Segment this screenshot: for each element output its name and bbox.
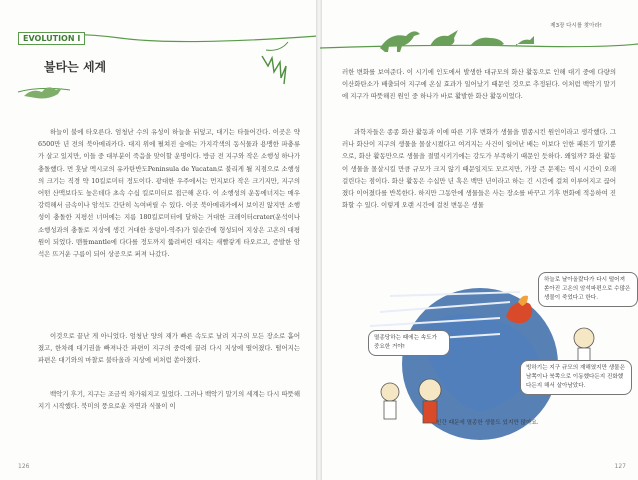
speech-bubble: 멸종당하는 때에는 속도가 중요한 거야!	[368, 330, 450, 356]
speech-bubble: 하늘로 날아올랐다가 다시 떨어져 쏟아진 고온의 암석파편으로 수많은 생물이 죽었다고 한다.	[538, 272, 638, 307]
chapter-header: 제3장 다시를 찾아라!	[550, 23, 602, 29]
page-number: 126	[18, 463, 30, 470]
paragraph: 과학자들은 종종 화산 활동과 이에 따른 기후 변화가 생물을 멸종시킨 원인이라고 생각했다. 그러나 화산이 지구의 생물을 몰살시켰다고 여겨지는 사건이 일어난 배는 이보다 인한 패튼기 말기뿐으로, 화산 활동만으로 생물을 절멸시키기에는 강도가 부족하기 때문인 듯하다. 왜일까? 화산 활동이 생물을 몰살시킬 만큼 규모가 크지 않기 때문일지도 모르지만, 가장 큰 문제는 역시 시간이 오래 걸린다는 점이다. 화산 활동은 수십만 년 혹은 백만 년이라고 하는 긴 시간에 걸쳐 이루어지고 끊어졌다 이어졌다를 반복한다. 하지만 그동안에 생물들은 사는 장소를 바꾸고 기후 변화에 적응하여 진화할 수 있다. 이렇게 오랜 시간에 걸친 변동은 생물	[342, 128, 616, 210]
character-icon	[574, 328, 594, 348]
plant-icon	[262, 56, 286, 84]
character-icon	[381, 383, 399, 401]
paragraph: 이것으로 끝난 게 아니었다. 엄청난 양의 재가 빠른 속도로 날려 지구의 모든 장소로 흩어졌고, 한차례 대기권을 빠져나간 파편이 지구의 중력에 끌려 다시 지상에 떨어졌다. 떨어지는 파편은 대기와의 마찰로 불타올라 지상에 비처럼 쏟아졌다.	[38, 332, 300, 365]
paragraph: 러한 변화를 보여준다. 이 시기에 인도에서 발생한 대규모의 화산 활동으로 인해 대기 중에 다량의 이산화탄소가 배출되어 지구에 온실 효과가 일어났기 때문인 것으로 추정된다. 이처럼 백악기 말기에 지구가 따뜻해진 원인 중 하나가 바로 활발한 화산 활동이었다.	[342, 68, 616, 101]
left-page	[0, 0, 318, 480]
paragraph: 백악기 후기, 지구는 조금씩 차가워지고 있었다. 그러나 백악기 말기의 세계는 다시 따뜻해지기 시작했다. 북미의 풍요로운 자연과 식물이 이	[38, 390, 300, 411]
paragraph: 하늘이 불에 타오른다. 엄청난 수의 유성이 하늘을 뒤덮고, 대기는 타들어간다. 이곳은 약 6500만 년 전의 북아메리카다. 대지 위에 펼쳐진 숲에는 가지각색의 동식물과 용맹한 파충류가 살고 있지만, 이들 중 대부분이 죽음을 맞이할 운명이다. 방금 전 지구와 작은 소행성 하나가 충돌했다. 먼 훗날 멕시코의 유카탄반도Peninsula de Yucatan로 불리게 될 지점으로 소행성의 크기는 직경 약 10킬로미터 정도이다. 광대한 우주에서는 먼지보다 작은 크기지만, 지구의 어떤 산맥보다도 높은데다 초속 수십 킬로미터로 접근해 온다. 이 소행성의 운동에너지는 매우 강력해서 금속이나 암석도 간단히 녹여버릴 수 있다. 이곳 북아메리카에서 보이진 않지만 소행성이 충돌한 지평선 너머에는 지름 180킬로미터에 달하는 거대한 크레이터crater(운석이나 소행성과의 충돌로 지상에 생긴 거대한 웅덩이-역주)가 일순간에 형성되어 지상은 고온의 대평원이 되었다. 맨틀mantle에 다다를 정도까지 뚫려버린 대지는 새빨갛게 타오르고, 증발한 암석은 뜨거운 구름이 되어 상공으로 퍼져 나갔다.	[38, 128, 300, 259]
character-icon	[419, 379, 441, 401]
caption-text: 인간 때문에 멸종한 생물도 있지만 많아요.	[436, 420, 539, 426]
dinosaur-silhouettes-icon	[380, 30, 534, 52]
page-title: 불타는 세계	[44, 60, 107, 74]
page-number: 127	[614, 463, 626, 470]
section-label: EVOLUTION I	[18, 32, 85, 45]
right-page	[320, 0, 638, 480]
speech-bubble: 빙하기는 지구 규모의 재해였지만 생물은 남쪽이나 북쪽으로 이동했다든지 진화했다든지 해서 살아남았다.	[520, 360, 632, 395]
